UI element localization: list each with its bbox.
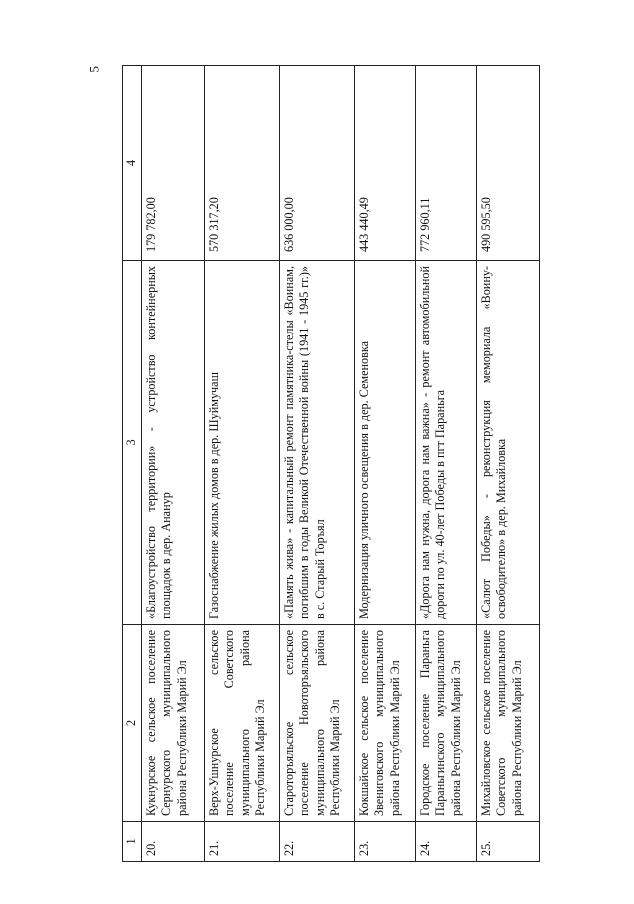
row-number: 20. [141,822,204,862]
table-row [476,66,539,862]
project-cell: Модернизация уличного освещения в дер. Семеновка [354,261,415,625]
table-row [354,66,415,862]
table-row [279,66,354,862]
municipality-cell: Кокшайское сельское поселение Звениговского муниципального района Республики Марий Эл [354,625,415,822]
project-cell: «Память жива» - капитальный ремонт памятника-стелы «Воинам, погибшим в годы Великой Отечественной войны (1941 - 1945 гг.)» в с. Старый Торъял [279,261,354,625]
row-number: 23. [354,822,415,862]
rotated-table-container [122,66,540,862]
project-cell: «Салют Победы» - реконструкция мемориала «Воину-освободителю» в дер. Михайловка [476,261,539,625]
table-row [415,66,476,862]
project-cell: «Дорога нам нужна, дорога нам важна» - ремонт автомобильной дороги по ул. 40-лет Победы в пгт Параньга [415,261,476,625]
projects-table [122,65,540,862]
amount-cell: 636 000,00 [279,66,354,261]
row-number: 25. [476,822,539,862]
header-col-4: 4 [123,66,142,261]
header-col-2: 2 [123,625,142,822]
table-row [204,66,279,862]
row-number: 24. [415,822,476,862]
municipality-cell: Михайловское сельское поселение Советского муниципального района Республики Марий Эл [476,625,539,822]
amount-cell: 772 960,11 [415,66,476,261]
header-col-3: 3 [123,261,142,625]
row-number: 21. [204,822,279,862]
header-col-1: 1 [123,822,142,862]
amount-cell: 490 595,50 [476,66,539,261]
amount-cell: 570 317,20 [204,66,279,261]
project-cell: Газоснабжение жилых домов в дер. Шуймучаш [204,261,279,625]
municipality-cell: Городское поселение Параньга Параньгинского муниципального района Республики Марий Эл [415,625,476,822]
municipality-cell: Староторъяльское сельское поселение Новоторъяльского муниципального района Республики Марий Эл [279,625,354,822]
row-number: 22. [279,822,354,862]
page-number: 5 [86,66,101,73]
municipality-cell: Верх-Ушнурское сельское поселение Советского муниципального района Республики Марий Эл [204,625,279,822]
table-row [141,66,204,862]
project-cell: «Благоустройство территории» - устройство контейнерных площадок в дер. Ананур [141,261,204,625]
amount-cell: 443 440,49 [354,66,415,261]
table-header-row [123,66,142,862]
amount-cell: 179 782,00 [141,66,204,261]
municipality-cell: Кукнурское сельское поселение Сернурского муниципального района Республики Марий Эл [141,625,204,822]
